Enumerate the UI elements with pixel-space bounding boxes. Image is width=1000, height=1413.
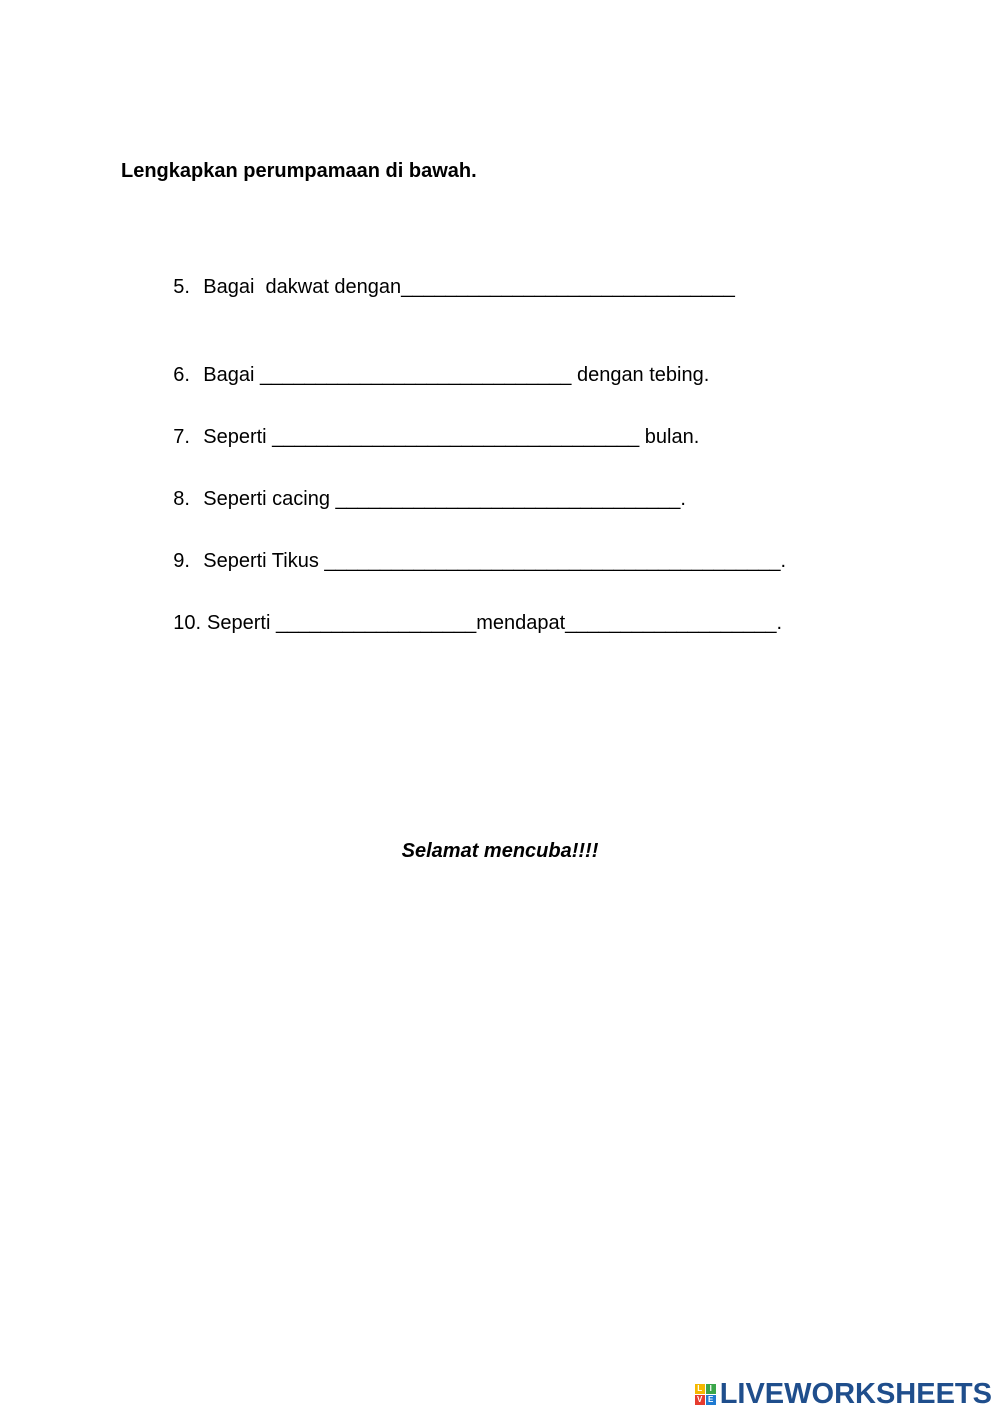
question-10 bbox=[151, 587, 782, 659]
question-number: 8. bbox=[173, 488, 190, 510]
logo-tile: I bbox=[706, 1384, 716, 1394]
question-text: Seperti cacing _______________________________. bbox=[203, 488, 686, 510]
question-number: 10. bbox=[173, 612, 202, 634]
question-text: Bagai dakwat dengan______________________________ bbox=[203, 276, 735, 298]
question-text: Bagai ____________________________ dengan tebing. bbox=[203, 364, 710, 386]
question-text: Seperti _________________________________ bulan. bbox=[203, 426, 700, 448]
question-text: Seperti Tikus _________________________________________. bbox=[203, 550, 786, 572]
instruction-heading: Lengkapkan perumpamaan di bawah. bbox=[121, 160, 477, 182]
closing-message: Selamat mencuba!!!! bbox=[401, 840, 599, 862]
question-number: 5. bbox=[173, 276, 190, 298]
question-number: 7. bbox=[173, 426, 190, 448]
question-5 bbox=[151, 251, 735, 323]
logo-tile: V bbox=[695, 1395, 705, 1405]
liveworksheets-brand bbox=[695, 1378, 992, 1411]
question-number: 6. bbox=[173, 364, 190, 386]
question-number: 9. bbox=[173, 550, 190, 572]
brand-name: LIVEWORKSHEETS bbox=[719, 1378, 992, 1410]
logo-tile: E bbox=[706, 1395, 716, 1405]
liveworksheets-logo-icon bbox=[695, 1384, 716, 1405]
logo-tile: L bbox=[695, 1384, 705, 1394]
question-text: Seperti __________________mendapat___________________. bbox=[207, 612, 783, 634]
